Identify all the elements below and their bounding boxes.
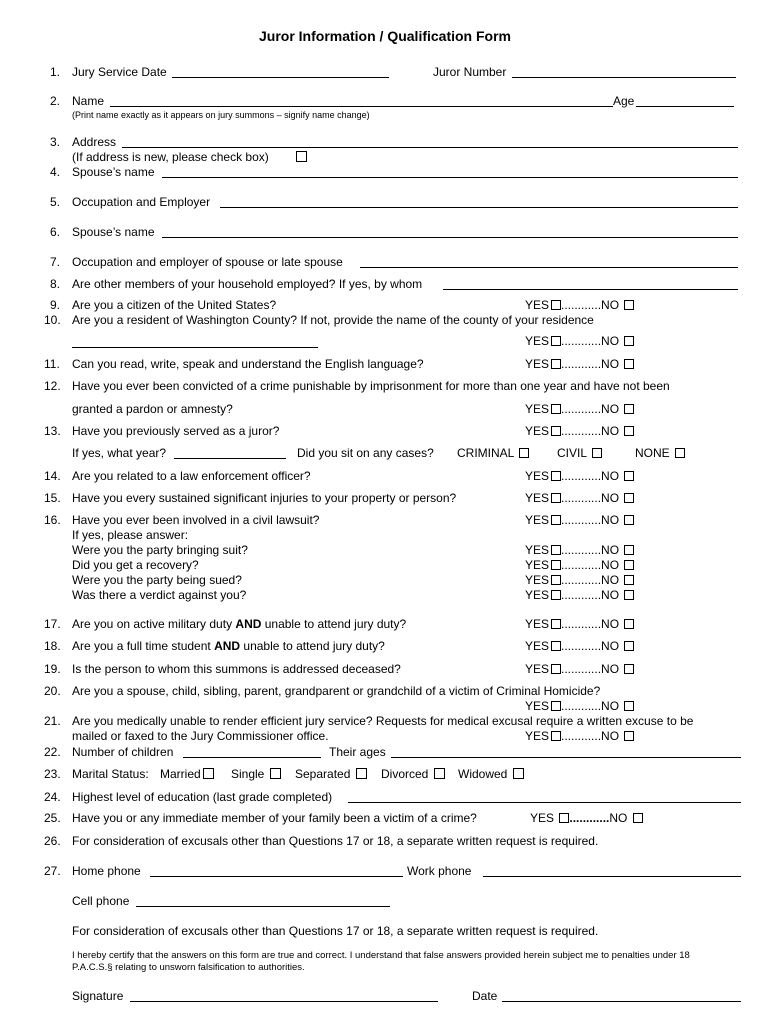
q8-number: 8. (50, 277, 61, 291)
q12-number: 12. (44, 379, 61, 393)
q13-year-label: If yes, what year? (72, 446, 167, 460)
q9-yes-no: YES ............NO (525, 298, 634, 312)
q6-number: 6. (50, 225, 61, 239)
q25-number: 25. (44, 811, 61, 825)
children-count-field[interactable] (183, 746, 321, 758)
q18-yes-checkbox[interactable] (551, 641, 561, 651)
q25-yes-checkbox[interactable] (559, 813, 569, 823)
work-phone-field[interactable] (483, 865, 741, 877)
q2-number: 2. (50, 94, 61, 108)
q11-no-checkbox[interactable] (624, 359, 634, 369)
ages-label: Their ages (329, 745, 386, 759)
children-ages-field[interactable] (391, 746, 741, 758)
q21-label: Are you medically unable to render efficient jury service? Requests for medical excusal require a written excuse to be (72, 714, 694, 728)
q11-label: Can you read, write, speak and understand the English language? (72, 357, 424, 371)
q1-number: 1. (50, 65, 61, 79)
q3-label: Address (72, 135, 117, 149)
q24-label: Highest level of education (last grade completed) (72, 790, 333, 804)
q13-number: 13. (44, 424, 61, 438)
q18-label: Are you a full time student AND unable to attend jury duty? (72, 639, 385, 653)
q21-yes-no: YES ............NO (525, 729, 634, 743)
marital-married: Married (160, 767, 214, 781)
education-field[interactable] (348, 791, 741, 803)
separated-checkbox[interactable] (356, 768, 367, 779)
q21-label-2: mailed or faxed to the Jury Commissioner office. (72, 729, 329, 743)
juror-number-label: Juror Number (433, 65, 507, 79)
q15-yes-checkbox[interactable] (551, 493, 561, 503)
criminal-option: CRIMINAL (457, 446, 529, 460)
q17-label: Are you on active military duty AND unable to attend jury duty? (72, 617, 407, 631)
q14-no-checkbox[interactable] (624, 471, 634, 481)
q20-yes-checkbox[interactable] (551, 701, 561, 711)
none-checkbox[interactable] (675, 448, 685, 458)
q11-number: 11. (44, 357, 60, 371)
q26-number: 26. (44, 834, 61, 848)
q16b-no-checkbox[interactable] (624, 560, 634, 570)
signature-label: Signature (72, 989, 124, 1003)
q19-label: Is the person to whom this summons is addressed deceased? (72, 662, 401, 676)
q5-label: Occupation and Employer (72, 195, 211, 209)
q23-number: 23. (44, 767, 61, 781)
q18-number: 18. (44, 639, 61, 653)
q12-yes-no: YES ............NO (525, 402, 634, 416)
q27-number: 27. (44, 864, 61, 878)
q19-no-checkbox[interactable] (624, 664, 634, 674)
q16c-yes-checkbox[interactable] (551, 575, 561, 585)
q16b-yes-checkbox[interactable] (551, 560, 561, 570)
q20-number: 20. (44, 684, 61, 698)
q15-label: Have you every sustained significant injuries to your property or person? (72, 491, 457, 505)
q16-yes-no: YES ............NO (525, 513, 634, 527)
q17-no-checkbox[interactable] (624, 619, 634, 629)
q20-no-checkbox[interactable] (624, 701, 634, 711)
q16-yes-checkbox[interactable] (551, 515, 561, 525)
q9-number: 9. (50, 298, 61, 312)
q18-yes-no: YES ............NO (525, 639, 634, 653)
q7-number: 7. (50, 255, 61, 269)
q22-label: Number of children (72, 745, 174, 759)
marital-divorced: Divorced (381, 767, 445, 781)
q16d-label: Was there a verdict against you? (72, 588, 247, 602)
spouse-name-2-field[interactable] (162, 226, 738, 238)
date-field[interactable] (502, 990, 741, 1002)
spouse-name-field[interactable] (162, 166, 738, 178)
q10-number: 10. (44, 313, 61, 327)
criminal-checkbox[interactable] (519, 448, 529, 458)
q16c-no-checkbox[interactable] (624, 575, 634, 585)
q25-no-checkbox[interactable] (633, 813, 643, 823)
civil-checkbox[interactable] (592, 448, 602, 458)
q21-yes-checkbox[interactable] (551, 731, 561, 741)
q12-label: Have you ever been convicted of a crime punishable by imprisonment for more than one year and have not been (72, 379, 670, 393)
juror-number-field[interactable] (512, 66, 736, 78)
q11-yes-checkbox[interactable] (551, 359, 561, 369)
q16b-yes-no: YES ............NO (525, 558, 634, 572)
q17-yes-checkbox[interactable] (551, 619, 561, 629)
name-note: (Print name exactly as it appears on jury summons – signify name change) (72, 110, 370, 120)
date-label: Date (472, 989, 498, 1003)
form-title: Juror Information / Qualification Form (258, 28, 511, 44)
jury-service-date-field[interactable] (172, 66, 389, 78)
marital-single: Single (231, 767, 281, 781)
q19-yes-checkbox[interactable] (551, 664, 561, 674)
q4-number: 4. (50, 165, 61, 179)
q24-number: 24. (44, 790, 61, 804)
single-checkbox[interactable] (270, 768, 281, 779)
marital-separated: Separated (295, 767, 367, 781)
household-employed-field[interactable] (443, 278, 738, 290)
home-phone-label: Home phone (72, 864, 141, 878)
name-field[interactable] (110, 95, 613, 107)
q8-label: Are other members of your household employed? If yes, by whom (72, 277, 423, 291)
q16d-yes-checkbox[interactable] (551, 590, 561, 600)
divorced-checkbox[interactable] (434, 768, 445, 779)
q11-yes-no: YES ............NO (525, 357, 634, 371)
q10-yes-no: YES ............NO (525, 334, 634, 348)
q12-label-2: granted a pardon or amnesty? (72, 402, 233, 416)
q26-label: For consideration of excusals other than Questions 17 or 18, a separate written request is required. (72, 834, 599, 848)
work-phone-label: Work phone (407, 864, 472, 878)
q2-label: Name (72, 94, 105, 108)
q17-yes-no: YES ............NO (525, 617, 634, 631)
q18-no-checkbox[interactable] (624, 641, 634, 651)
q14-number: 14. (44, 469, 61, 483)
cell-phone-label: Cell phone (72, 894, 130, 908)
q19-yes-no: YES ............NO (525, 662, 634, 676)
excusal-note: For consideration of excusals other than Questions 17 or 18, a separate written request is required. (72, 924, 599, 938)
q16d-yes-no: YES ............NO (525, 588, 634, 602)
q25-label: Have you or any immediate member of your family been a victim of a crime? (72, 811, 477, 825)
q5-number: 5. (50, 195, 61, 209)
q20-yes-no: YES ............NO (525, 699, 634, 713)
q16-label: Have you ever been involved in a civil lawsuit? (72, 513, 320, 527)
juror-year-field[interactable] (174, 447, 286, 459)
q25-yes-no: YES ............NO (530, 811, 643, 825)
q10-yes-checkbox[interactable] (551, 336, 561, 346)
q14-yes-no: YES ............NO (525, 469, 634, 483)
signature-field[interactable] (130, 990, 438, 1002)
address-field[interactable] (122, 136, 738, 148)
certification-text: I hereby certify that the answers on this form are true and correct. I understand that false answers provided herein subject me to penalties under 18 (72, 950, 690, 961)
q9-no-checkbox[interactable] (624, 300, 634, 310)
married-checkbox[interactable] (203, 768, 214, 779)
spouse-occupation-field[interactable] (360, 256, 738, 268)
q10-no-checkbox[interactable] (624, 336, 634, 346)
address-new-checkbox[interactable] (296, 151, 307, 162)
q15-no-checkbox[interactable] (624, 493, 634, 503)
widowed-checkbox[interactable] (513, 768, 524, 779)
q1-label: Jury Service Date (72, 65, 167, 79)
q21-number: 21. (44, 714, 61, 728)
q14-yes-checkbox[interactable] (551, 471, 561, 481)
q15-yes-no: YES ............NO (525, 491, 634, 505)
q16a-label: Were you the party bringing suit? (72, 543, 248, 557)
q13-cases-label: Did you sit on any cases? (297, 446, 434, 460)
occupation-employer-field[interactable] (220, 196, 738, 208)
civil-option: CIVIL (557, 446, 602, 460)
q16a-yes-checkbox[interactable] (551, 545, 561, 555)
q16c-label: Were you the party being sued? (72, 573, 242, 587)
q16b-label: Did you get a recovery? (72, 558, 199, 572)
none-option: NONE (635, 446, 685, 460)
q9-label: Are you a citizen of the United States? (72, 298, 277, 312)
q16a-no-checkbox[interactable] (624, 545, 634, 555)
q16-number: 16. (44, 513, 61, 527)
q4-label: Spouse’s name (72, 165, 155, 179)
q16-no-checkbox[interactable] (624, 515, 634, 525)
q19-number: 19. (44, 662, 61, 676)
age-field[interactable] (636, 95, 734, 107)
marital-widowed: Widowed (458, 767, 524, 781)
q7-label: Occupation and employer of spouse or late spouse (72, 255, 343, 269)
q16d-no-checkbox[interactable] (624, 590, 634, 600)
home-phone-field[interactable] (150, 865, 403, 877)
q16a-yes-no: YES ............NO (525, 543, 634, 557)
address-new-label: (If address is new, please check box) (72, 150, 269, 164)
q13-yes-checkbox[interactable] (551, 426, 561, 436)
q16c-yes-no: YES ............NO (525, 573, 634, 587)
q6-label: Spouse’s name (72, 225, 155, 239)
q12-yes-checkbox[interactable] (551, 404, 561, 414)
county-residence-field[interactable] (72, 336, 318, 348)
q16-sub-intro: If yes, please answer: (72, 528, 189, 542)
q13-label: Have you previously served as a juror? (72, 424, 280, 438)
q10-label: Are you a resident of Washington County? If not, provide the name of the county of your residence (72, 313, 594, 327)
q12-no-checkbox[interactable] (624, 404, 634, 414)
q13-no-checkbox[interactable] (624, 426, 634, 436)
age-label: Age (613, 94, 635, 108)
certification-text-2: P.A.C.S.§ relating to unsworn falsification to authorities. (72, 962, 305, 973)
cell-phone-field[interactable] (136, 895, 390, 907)
q15-number: 15. (44, 491, 61, 505)
q3-number: 3. (50, 135, 61, 149)
q22-number: 22. (44, 745, 61, 759)
q21-no-checkbox[interactable] (624, 731, 634, 741)
q13-yes-no: YES ............NO (525, 424, 634, 438)
q9-yes-checkbox[interactable] (551, 300, 561, 310)
q17-number: 17. (44, 617, 61, 631)
q14-label: Are you related to a law enforcement officer? (72, 469, 311, 483)
q20-label: Are you a spouse, child, sibling, parent, grandparent or grandchild of a victim of Criminal Homicide? (72, 684, 601, 698)
q23-label: Marital Status: (72, 767, 149, 781)
